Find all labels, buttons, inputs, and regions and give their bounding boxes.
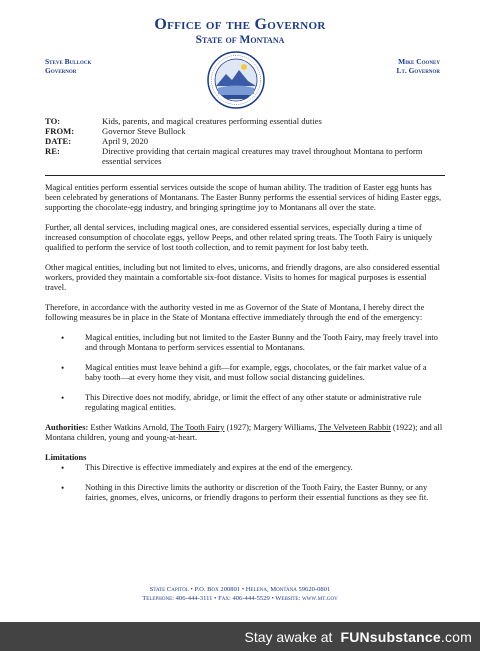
governor-name: Steve Bullock xyxy=(45,57,92,66)
memo-date-row xyxy=(45,136,445,146)
state-seal-icon xyxy=(206,50,266,110)
authorities-text-b: (1927); Margery Williams, xyxy=(224,423,319,432)
memo-to: Kids, parents, and magical creatures performing essential duties xyxy=(102,116,322,126)
authorities-label: Authorities: xyxy=(45,423,89,432)
paragraph-dental: Further, all dental services, including magical ones, are considered essential services, especially during a time of increased consumption of chocolate eggs, yellow Peeps, and other related spring treats. The Tooth Fairy is uniquely qualified to perform the service of lost tooth collection, and to remit payment for lost baby teeth. xyxy=(45,223,433,252)
directive-body xyxy=(45,183,443,513)
memo-header xyxy=(45,116,445,166)
state-title: State of Montana xyxy=(195,34,285,46)
paragraph-therefore: Therefore, in accordance with the authority vested in me as Governor of the State of Montana, I hereby direct the following measures be in place in the State of Montana effective immediately through the end of the emergency: xyxy=(45,303,425,322)
authorities-paragraph xyxy=(45,423,443,443)
memo-from: Governor Steve Bullock xyxy=(102,126,186,136)
limitations-heading: Limitations xyxy=(45,453,87,462)
book-title-velveteen-rabbit: The Velveteen Rabbit xyxy=(318,423,391,432)
memo-to-label: TO: xyxy=(45,116,61,126)
lt-governor-block xyxy=(397,57,440,75)
memo-from-label: FROM: xyxy=(45,126,75,136)
lt-governor-name: Mike Cooney xyxy=(398,57,440,66)
limitation-item: • Nothing in this Directive limits the authority or discretion of the Tooth Fairy, the Easter Bunny, or any fairies, gnomes, elves, unicorns, or friendly dragons to perform their essential functions as they see fit. xyxy=(73,483,443,503)
paragraph-easter: Magical entities perform essential services outside the scope of human ability. The tradition of Easter egg hunts has been celebrated by generations of Montanans. The Easter Bunny performs the essential services of hiding Easter eggs, supporting the chocolate-egg industry, and bringing springtime joy to Montanans all over the state. xyxy=(45,183,442,212)
watermark-text: Stay awake at xyxy=(244,628,333,645)
footer-address: State Capitol • P.O. Box 200801 • Helena, Montana 59620-0801 xyxy=(149,586,331,593)
authorities-text-c: (1922); and all Montana children, young and young-at-heart. xyxy=(45,423,443,442)
letterhead-footer xyxy=(0,585,480,603)
memo-re-row xyxy=(45,146,445,166)
watermark-brand-name: FUNsubstance xyxy=(340,628,441,645)
limitations-list xyxy=(45,463,443,503)
limitation-item: • This Directive is effective immediately and expires at the end of the emergency. xyxy=(73,463,443,473)
memo-re: Directive providing that certain magical creatures may travel throughout Montana to perform essential services xyxy=(102,146,423,166)
memo-from-row xyxy=(45,126,445,136)
governor-block xyxy=(45,57,91,75)
paragraph-other-entities: Other magical entities, including but not limited to elves, unicorns, and friendly dragons, are also considered essential workers, provided they maintain a comfortable six-foot distance. Visits to homes for magical purposes is essential travel. xyxy=(45,263,440,292)
governor-title: Governor xyxy=(45,66,77,75)
authorities-text-a: Esther Watkins Arnold, xyxy=(88,423,171,432)
memo-re-label: RE: xyxy=(45,146,60,156)
watermark-brand[interactable] xyxy=(340,629,472,645)
book-title-tooth-fairy: The Tooth Fairy xyxy=(170,423,225,432)
memo-to-row xyxy=(45,116,445,126)
watermark-brand-suffix: .com xyxy=(440,628,472,645)
memo-date: April 9, 2020 xyxy=(102,136,149,146)
memo-date-label: DATE: xyxy=(45,136,72,146)
measure-item: • This Directive does not modify, abridge, or limit the effect of any other statute or administrative rule regulating magical entities. xyxy=(73,393,443,413)
footer-contact: Telephone: 406-444-3111 • Fax: 406-444-5529 • Website: www.mt.gov xyxy=(142,595,338,602)
office-title: Office of the Governor xyxy=(154,16,326,33)
memo-divider xyxy=(45,175,445,176)
measure-item: • Magical entities, including but not limited to the Easter Bunny and the Tooth Fairy, may freely travel into and through Montana to perform services essential to Montanans. xyxy=(73,333,443,353)
watermark-bar xyxy=(0,622,480,651)
measure-item: • Magical entities must leave behind a gift—for example, eggs, chocolates, or the fair market value of a baby tooth—at every home they visit, and must follow social distancing guidelines. xyxy=(73,363,443,383)
lt-governor-title: Lt. Governor xyxy=(396,66,440,75)
measures-list xyxy=(45,333,443,413)
